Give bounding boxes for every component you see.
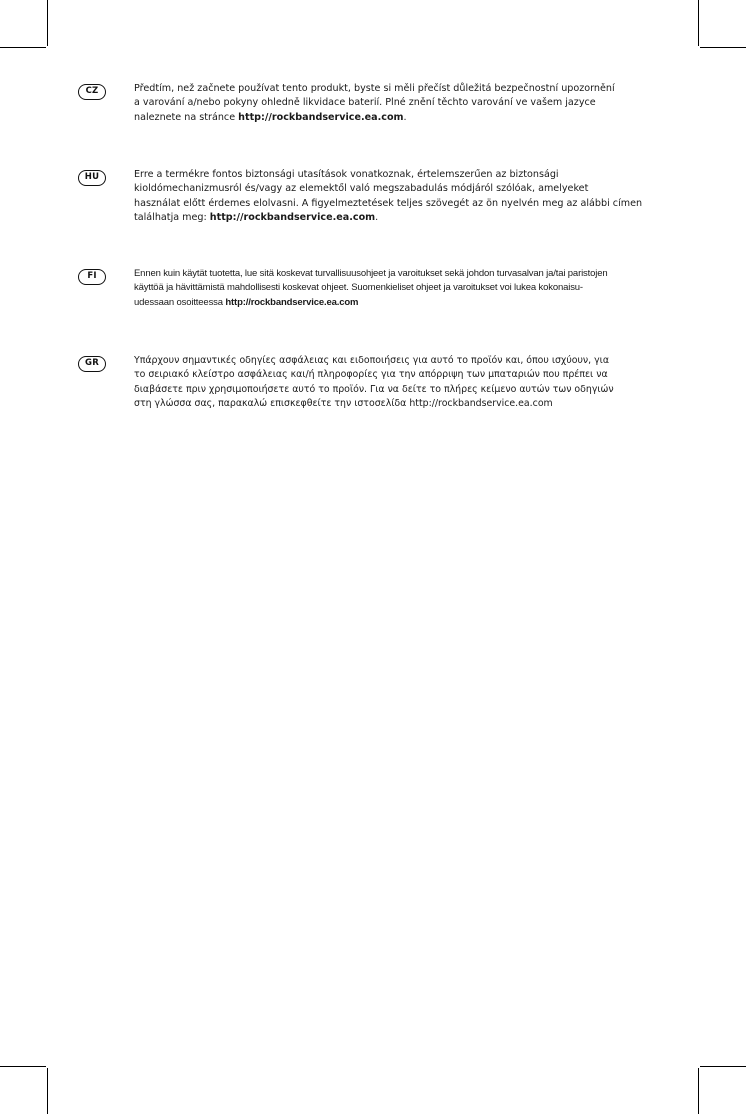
crop-mark-top-left-horizontal bbox=[0, 47, 46, 48]
language-badge-gr: GR bbox=[78, 356, 106, 372]
safety-notice-gr bbox=[134, 354, 674, 411]
notice-suffix: . bbox=[403, 111, 407, 123]
notice-line: Υπάρχουν σημαντικές οδηγίες ασφάλειας και ειδοποιήσεις για αυτό το προϊόν και, όπου ισχύουν, για bbox=[134, 355, 610, 366]
safety-notice-cz bbox=[134, 82, 674, 125]
service-url-link[interactable]: http://rockbandservice.ea.com bbox=[209, 211, 376, 223]
safety-notice-fi bbox=[134, 267, 674, 310]
crop-mark-bottom-left-horizontal bbox=[0, 1066, 46, 1067]
language-badge-hu: HU bbox=[78, 170, 106, 186]
notice-line: διαβάσετε πριν χρησιμοποιήσετε αυτό το προϊόν. Για να δείτε το πλήρες κείμενο αυτών των οδηγιών bbox=[134, 383, 614, 395]
crop-mark-top-left-vertical bbox=[47, 0, 48, 46]
notice-line-prefix: naleznete na stránce bbox=[134, 111, 239, 123]
safety-notice-hu bbox=[134, 168, 674, 225]
language-badge-cz: CZ bbox=[78, 84, 106, 100]
notice-line: Předtím, než začnete používat tento produkt, byste si měli přečíst důležitá bezpečnostní upozornění bbox=[134, 83, 615, 94]
notice-line: käyttöä ja hävittämistä mahdollisesti koskevat ohjeet. Suomenkieliset ohjeet ja varoitukset voi lukea kokonaisu- bbox=[134, 282, 583, 294]
notice-suffix: . bbox=[375, 211, 379, 223]
crop-mark-top-right-horizontal bbox=[700, 47, 746, 48]
notice-line: Ennen kuin käytät tuotetta, lue sitä koskevat turvallisuusohjeet ja varoitukset sekä johdon turvasalvan ja/tai paristojen bbox=[134, 268, 608, 279]
language-badge-fi: FI bbox=[78, 269, 106, 285]
notice-line: használat előtt érdemes elolvasni. A figyelmeztetések teljes szövegét az ön nyelvén meg az alábbi címen bbox=[134, 197, 643, 209]
notice-line-prefix: találhatja meg: bbox=[134, 211, 210, 223]
service-url-link[interactable]: http://rockbandservice.ea.com bbox=[238, 111, 404, 123]
notice-line: Erre a termékre fontos biztonsági utasítások vonatkoznak, értelemszerűen az biztonsági bbox=[134, 169, 559, 180]
crop-mark-bottom-right-horizontal bbox=[700, 1066, 746, 1067]
service-url-link[interactable]: http://rockbandservice.ea.com bbox=[409, 397, 553, 409]
crop-mark-bottom-right-vertical bbox=[698, 1068, 699, 1114]
notice-line: το σειριακό κλείστρο ασφάλειας και/ή πληροφορίες για την απόρριψη των μπαταριών που πρέπει να bbox=[134, 369, 608, 381]
notice-line-prefix: udessaan osoitteessa bbox=[134, 296, 226, 308]
crop-mark-bottom-left-vertical bbox=[47, 1068, 48, 1114]
service-url-link[interactable]: http://rockbandservice.ea.com bbox=[225, 296, 359, 308]
notice-line: a varování a/nebo pokyny ohledně likvidace baterií. Plné znění těchto varování ve vašem jazyce bbox=[134, 97, 596, 109]
notice-line: kioldómechanizmusról és/vagy az elemektől való megszabadulás módjáról szólóak, amelyeket bbox=[134, 183, 589, 195]
crop-mark-top-right-vertical bbox=[698, 0, 699, 46]
notice-line-prefix: στη γλώσσα σας, παρακαλώ επισκεφθείτε την ιστοσελίδα bbox=[134, 397, 410, 409]
